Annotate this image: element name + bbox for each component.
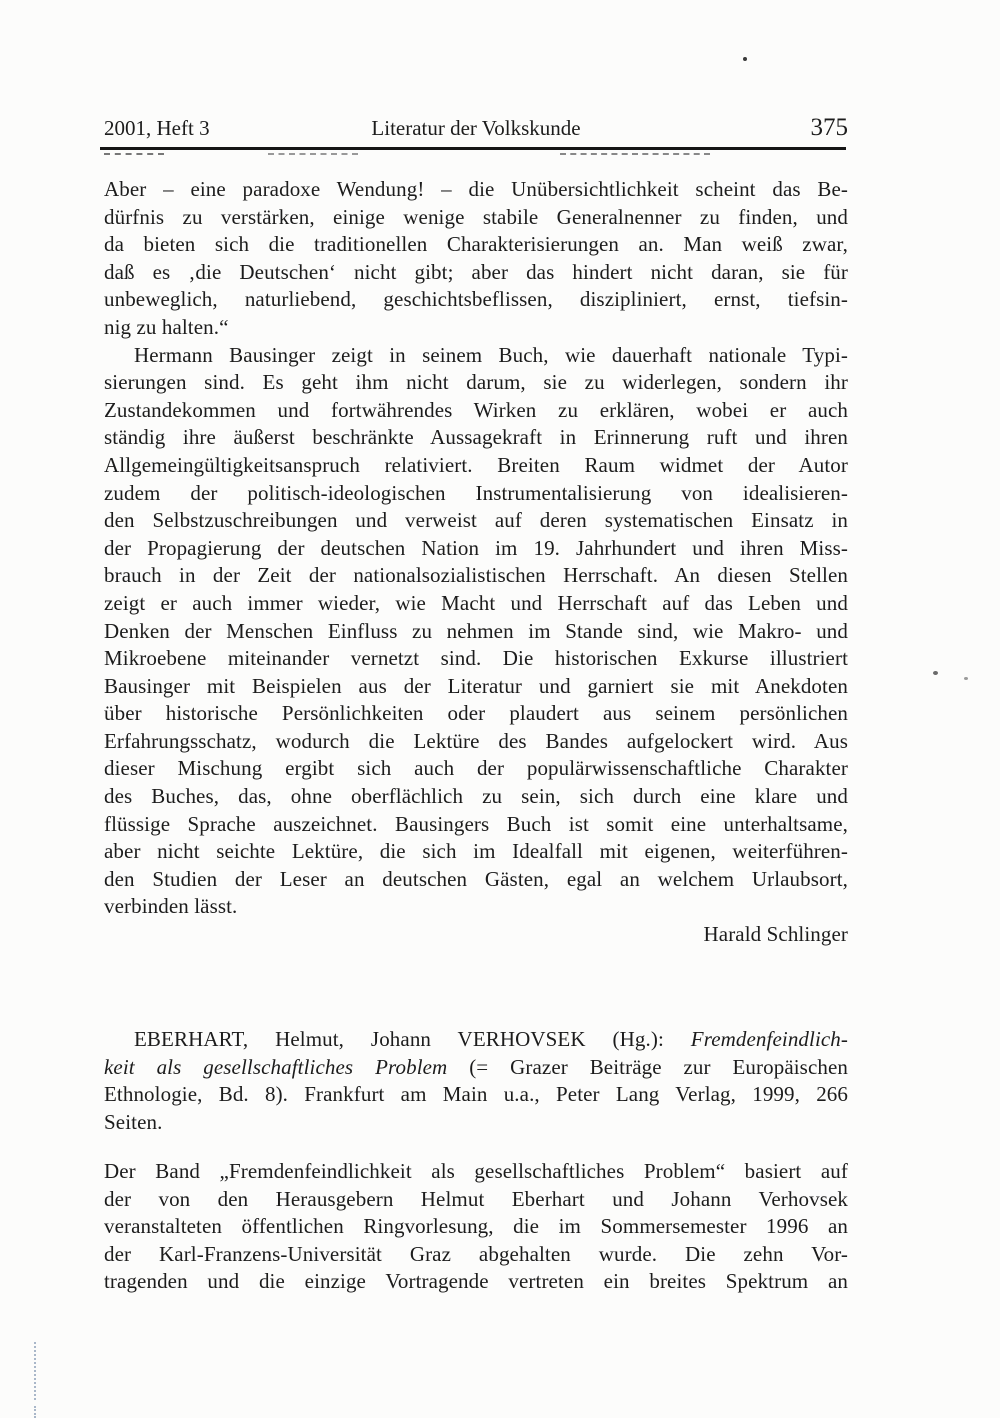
text-line: sierungen sind. Es geht ihm nicht darum, sie zu widerlegen, sondern ihr xyxy=(104,370,848,395)
text-line: dieser Mischung ergibt sich auch der populärwissenschaftliche Charakter xyxy=(104,756,848,781)
text-line: Mikroebene miteinander vernetzt sind. Die historischen Exkurse illustriert xyxy=(104,646,848,671)
text-line: aber nicht seichte Lektüre, die sich im Idealfall mit eigenen, weiterführen- xyxy=(104,839,848,864)
rule-scan-artifact xyxy=(268,153,358,155)
text-line: EBERHART, Helmut, Johann VERHOVSEK (Hg.): Fremdenfeindlich- xyxy=(134,1027,848,1051)
text-line: da bieten sich die traditionellen Charakterisierungen an. Man weiß zwar, xyxy=(104,232,848,257)
book-citation xyxy=(104,1026,848,1136)
text-line: Aber – eine paradoxe Wendung! – die Unübersichtlichkeit scheint das Be- xyxy=(104,177,848,201)
text-line: über historische Persönlichkeiten oder plaudert aus seinem persönlichen xyxy=(104,701,848,726)
text-line: ständig ihre äußerst beschränkte Aussagekraft in Erinnerung ruft und ihren xyxy=(104,425,848,450)
scan-speck xyxy=(964,677,968,680)
header-page-number: 375 xyxy=(810,114,849,141)
text-line: nig zu halten.“ xyxy=(104,314,229,339)
text-line: veranstalteten öffentlichen Ringvorlesung, die im Sommersemester 1996 an xyxy=(104,1214,848,1239)
text-line: den Studien der Leser an deutschen Gästen, egal an welchem Urlaubsort, xyxy=(104,866,848,891)
text-line: der Propagierung der deutschen Nation im 19. Jahrhundert und ihren Miss- xyxy=(104,535,848,560)
text-line: dürfnis zu verstärken, einige wenige stabile Generalnenner zu finden, und xyxy=(104,204,848,229)
review-eberhart-text xyxy=(104,1158,848,1296)
review-bausinger-text xyxy=(104,176,848,949)
binding-dots-artifact xyxy=(34,1342,36,1400)
text-line: keit als gesellschaftliches Problem (= Grazer Beiträge zur Europäischen xyxy=(104,1054,848,1079)
text-line: zudem der politisch-ideologischen Instrumentalisierung von idealisieren- xyxy=(104,480,848,505)
text-line: des Buches, das, ohne oberflächlich zu sein, sich durch eine klare und xyxy=(104,784,848,809)
text-line: flüssige Sprache auszeichnet. Bausingers Buch ist somit eine unterhaltsame, xyxy=(104,811,848,836)
scan-speck xyxy=(743,57,747,61)
text-line: der von den Herausgebern Helmut Eberhart und Johann Verhovsek xyxy=(104,1186,848,1211)
text-line: Ethnologie, Bd. 8). Frankfurt am Main u.a., Peter Lang Verlag, 1999, 266 xyxy=(104,1082,848,1107)
review-paragraph xyxy=(104,176,848,342)
running-head xyxy=(104,114,848,142)
rule-scan-artifact xyxy=(560,153,710,155)
text-line: verbinden lässt. xyxy=(104,894,238,919)
text-line: Bausinger mit Beispielen aus der Literatur und garniert sie mit Anekdoten xyxy=(104,673,848,698)
text-line: Zustandekommen und fortwährendes Wirken zu erklären, wobei er auch xyxy=(104,397,848,422)
text-line: unbeweglich, naturliebend, geschichtsbeflissen, diszipliniert, ernst, tiefsin- xyxy=(104,287,848,312)
header-issue: 2001, Heft 3 xyxy=(104,116,210,140)
scan-speck xyxy=(933,671,938,675)
text-line: brauch in der Zeit der nationalsozialistischen Herrschaft. An diesen Stellen xyxy=(104,563,848,588)
reviewer-signature: Harald Schlinger xyxy=(703,922,848,947)
text-line: daß es ‚die Deutschen‘ nicht gibt; aber das hindert nicht daran, sie für xyxy=(104,259,848,284)
rule-scan-artifact xyxy=(104,153,164,155)
text-line: Allgemeingültigkeitsanspruch relativiert. Breiten Raum widmet der Autor xyxy=(104,452,848,477)
text-line: Erfahrungsschatz, wodurch die Lektüre des Bandes aufgelockert wird. Aus xyxy=(104,728,848,753)
text-line: den Selbstzuschreibungen und verweist auf deren systematischen Einsatz in xyxy=(104,508,848,533)
text-line: der Karl-Franzens-Universität Graz abgehalten wurde. Die zehn Vor- xyxy=(104,1241,848,1266)
text-line: Hermann Bausinger zeigt in seinem Buch, wie dauerhaft nationale Typi- xyxy=(134,342,848,367)
binding-dots-artifact xyxy=(34,1406,36,1418)
text-line: Denken der Menschen Einfluss zu nehmen im Stande sind, wie Makro- und xyxy=(104,618,848,643)
text-line: zeigt er auch immer wieder, wie Macht und Herrschaft auf das Leben und xyxy=(104,590,848,615)
header-journal-title: Literatur der Volkskunde xyxy=(371,116,581,140)
text-line: tragenden und die einzige Vortragende vertreten ein breites Spektrum an xyxy=(104,1269,848,1294)
text-line: Der Band „Fremdenfeindlichkeit als gesellschaftliches Problem“ basiert auf xyxy=(104,1159,848,1183)
text-line: Seiten. xyxy=(104,1109,163,1134)
review-paragraph xyxy=(104,342,848,921)
header-rule xyxy=(100,147,846,150)
